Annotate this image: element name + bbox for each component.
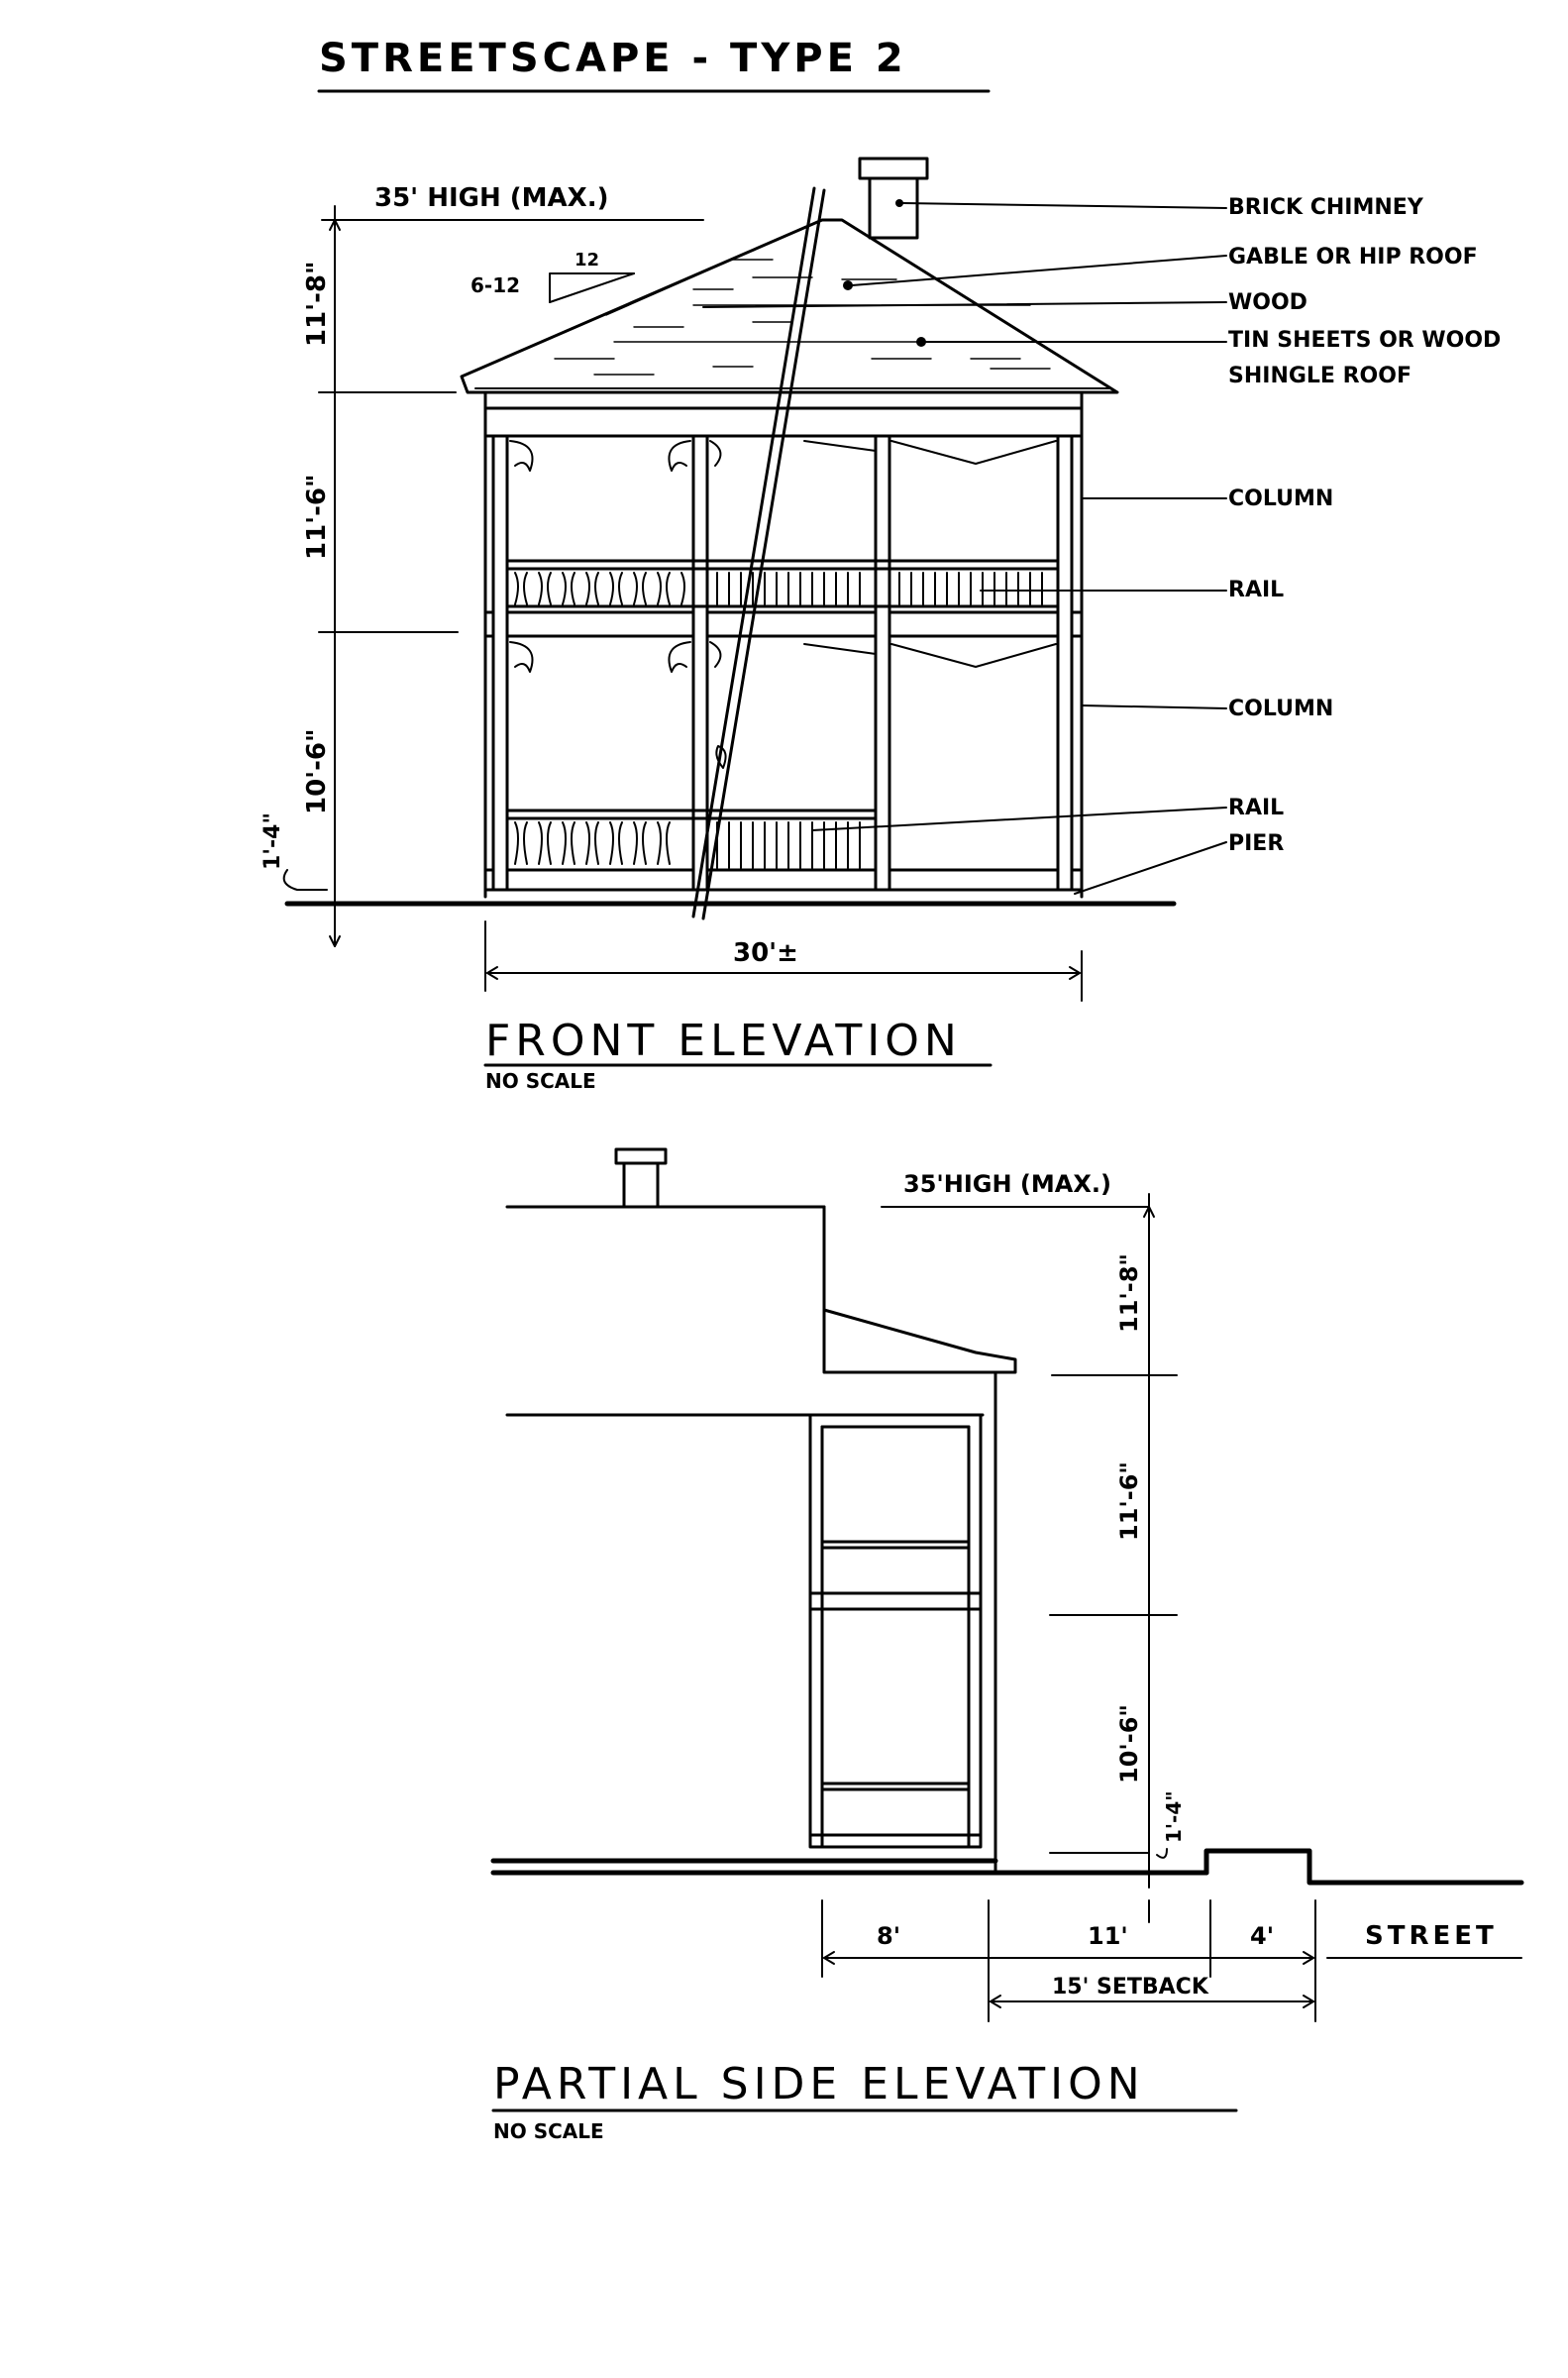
front-elevation	[261, 159, 1501, 1093]
side-dim-lower: 10'-6"	[1115, 1704, 1143, 1784]
front-column	[493, 436, 507, 890]
callout-pier: PIER	[1228, 831, 1285, 856]
side-dim-setback: 15' SETBACK	[1052, 1975, 1208, 2000]
front-height-limit: 35' HIGH (MAX.)	[374, 183, 609, 213]
sheet-title-block	[319, 36, 989, 91]
side-view-title: PARTIAL SIDE ELEVATION	[493, 2059, 1145, 2109]
side-chimney	[616, 1149, 666, 1207]
front-dim-width: 30'±	[733, 938, 798, 968]
front-chimney	[860, 159, 927, 238]
side-ground	[493, 1851, 1521, 1883]
side-elevation	[493, 1149, 1521, 2143]
callout-shingle-roof: SHINGLE ROOF	[1228, 364, 1411, 388]
side-dim-yard: 11'	[1088, 1922, 1128, 1950]
callout-wood: WOOD	[1228, 290, 1307, 315]
callout-column-lower: COLUMN	[1228, 697, 1334, 721]
side-house-body	[507, 1372, 995, 1873]
front-diagonal-pole	[693, 188, 824, 919]
side-dim-porch: 8'	[877, 1922, 901, 1950]
front-callout-labels	[1228, 195, 1501, 856]
side-dim-roof: 11'-8"	[1115, 1253, 1143, 1333]
front-dim-upper: 11'-6"	[302, 474, 332, 560]
front-column	[693, 436, 707, 890]
side-vertical-dimension	[1050, 1194, 1177, 1888]
front-dim-roof: 11'-8"	[302, 261, 332, 347]
callout-tin-sheets: TIN SHEETS OR WOOD	[1228, 328, 1502, 353]
side-dim-walk: 4'	[1250, 1922, 1275, 1950]
sheet-title: STREETSCAPE - TYPE 2	[319, 36, 907, 81]
side-view-subtitle: NO SCALE	[493, 2119, 604, 2143]
side-dim-pier: 1'-4"	[1162, 1790, 1186, 1843]
side-dim-street: STREET	[1365, 1921, 1498, 1951]
side-height-limit: 35'HIGH (MAX.)	[903, 1170, 1111, 1198]
front-column	[1058, 436, 1072, 890]
callout-brick-chimney: BRICK CHIMNEY	[1228, 195, 1423, 220]
side-roof-outline	[507, 1207, 1015, 1372]
front-pier-dim-hook	[284, 870, 327, 890]
front-pitch-symbol	[470, 250, 634, 302]
side-dim-upper: 11'-6"	[1115, 1461, 1143, 1541]
front-view-title: FRONT ELEVATION	[485, 1016, 962, 1066]
side-pier-dim-hook	[1157, 1849, 1167, 1858]
front-view-subtitle: NO SCALE	[485, 1069, 596, 1093]
callout-column-upper: COLUMN	[1228, 486, 1334, 511]
front-pitch-run: 12	[575, 250, 600, 270]
front-upper-rail	[507, 561, 1058, 606]
front-vertical-dimension	[319, 206, 458, 946]
front-dim-lower: 10'-6"	[302, 728, 332, 814]
callout-rail-upper: RAIL	[1228, 578, 1285, 602]
callout-gable-or-hip-roof: GABLE OR HIP ROOF	[1228, 245, 1478, 270]
side-horizontal-dimension	[822, 1900, 1521, 2021]
front-lower-rail	[507, 811, 876, 868]
front-pitch-label: 6-12	[470, 273, 521, 297]
front-column	[876, 436, 889, 890]
front-dim-pier: 1'-4"	[261, 812, 285, 870]
front-callout-leaders	[703, 203, 1226, 894]
callout-rail-lower: RAIL	[1228, 796, 1285, 820]
